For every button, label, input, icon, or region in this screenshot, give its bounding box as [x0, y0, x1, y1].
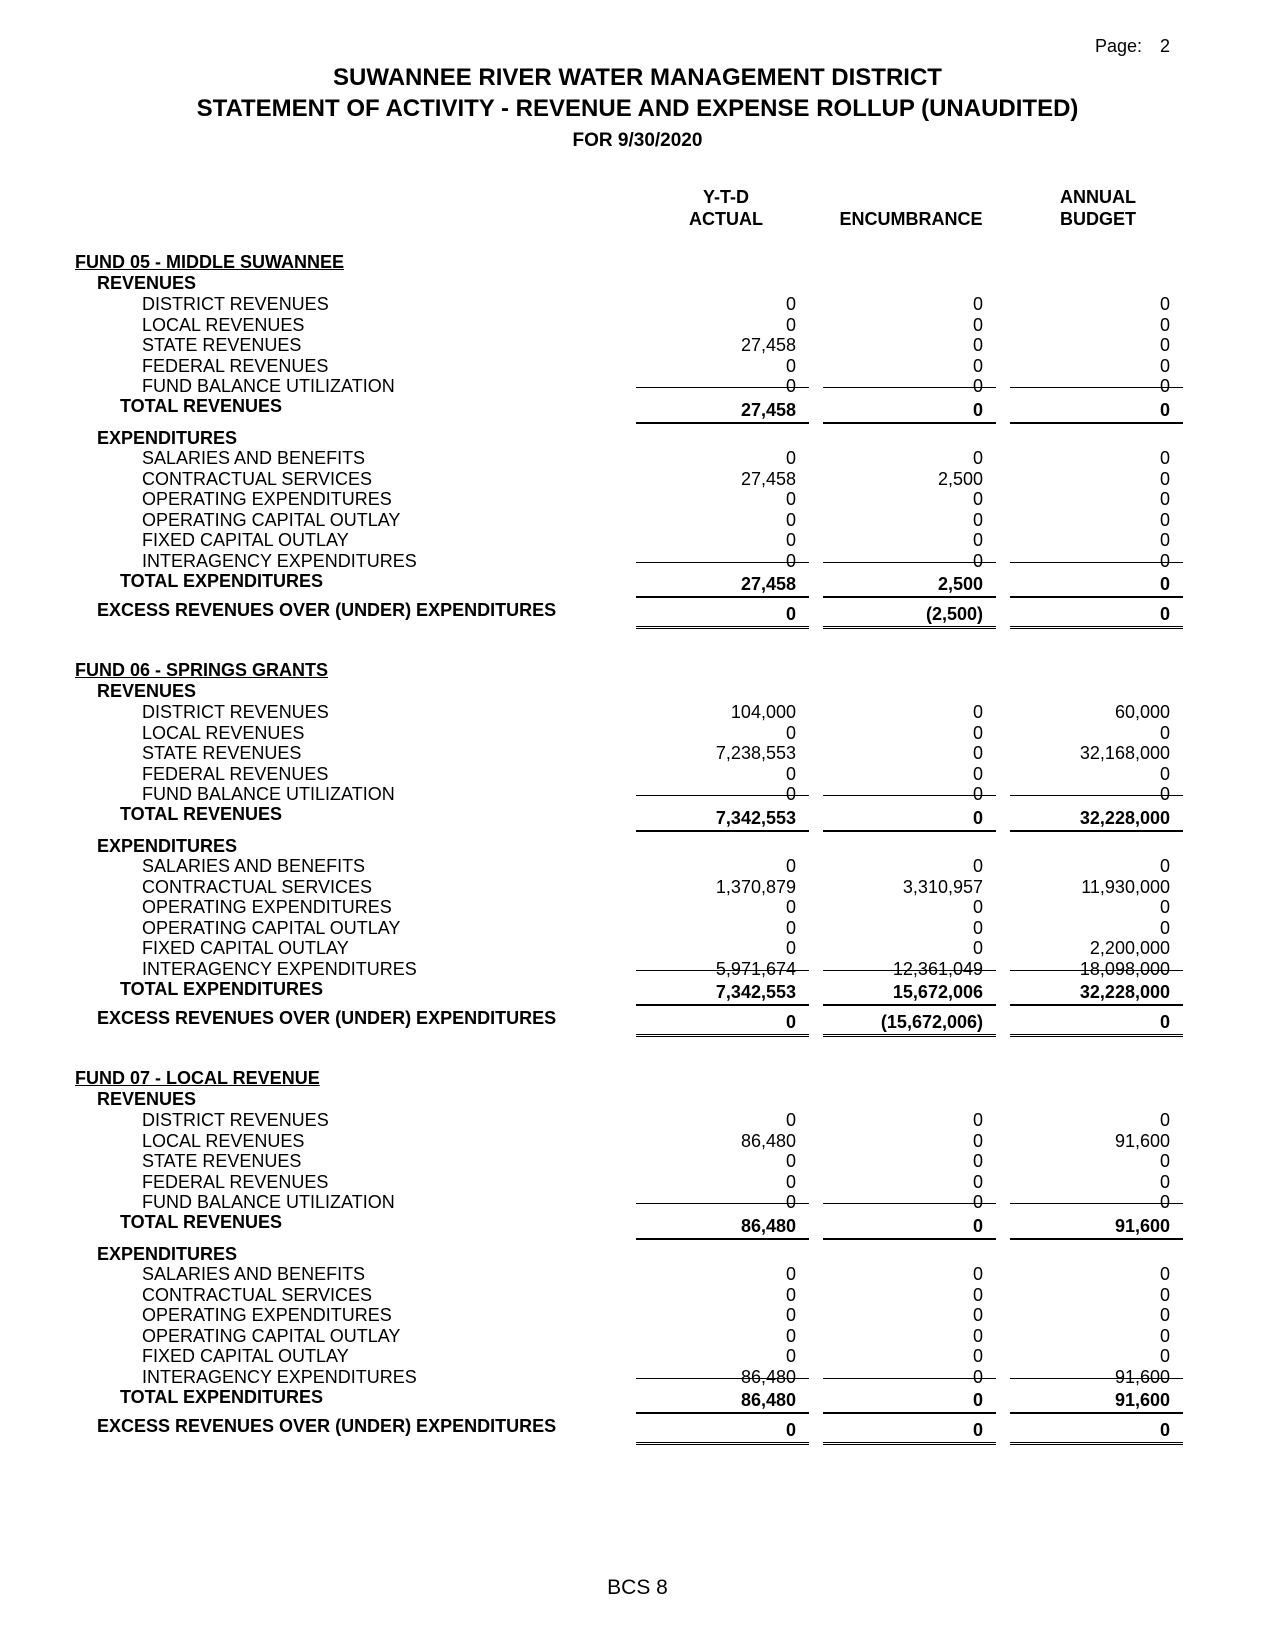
value-encumbrance: 0 — [972, 1171, 983, 1192]
value-annual-budget: 0 — [1159, 1264, 1170, 1284]
rule-line — [1010, 1203, 1183, 1204]
value-encumbrance: 0 — [972, 1130, 983, 1151]
value-encumbrance: 0 — [972, 897, 983, 918]
line-item-label: OPERATING EXPENDITURES — [142, 1305, 392, 1326]
rule-line — [636, 1004, 809, 1006]
line-item-label: INTERAGENCY EXPENDITURES — [142, 1367, 417, 1387]
excess-label: EXCESS REVENUES OVER (UNDER) EXPENDITURES — [97, 1008, 557, 1028]
value-ytd: 0 — [785, 376, 796, 397]
fund-title: FUND 06 - SPRINGS GRANTS — [75, 660, 329, 680]
rule-line — [823, 1412, 996, 1414]
line-item-label: DISTRICT REVENUES — [142, 294, 329, 314]
rule-line — [823, 1238, 996, 1240]
value-ytd: 0 — [785, 917, 796, 938]
value-ytd: 0 — [785, 1346, 796, 1367]
line-item-label: FIXED CAPITAL OUTLAY — [142, 530, 349, 551]
value-ytd: 0 — [785, 355, 796, 376]
value-ytd: 27,458 — [740, 468, 796, 489]
rule-line — [823, 626, 996, 632]
value-encumbrance: 0 — [972, 1367, 983, 1387]
column-header-encumbrance: ENCUMBRANCE — [839, 209, 983, 229]
value-annual-budget: 0 — [1159, 1171, 1170, 1192]
line-item-label: OPERATING CAPITAL OUTLAY — [142, 917, 401, 938]
rule-line — [636, 970, 809, 971]
value-encumbrance: 0 — [972, 1420, 983, 1440]
rule-line — [1010, 1442, 1183, 1448]
revenues-heading: REVENUES — [97, 681, 197, 701]
value-ytd: 0 — [785, 897, 796, 918]
expenditures-heading: EXPENDITURES — [97, 1244, 238, 1264]
line-item-label: FEDERAL REVENUES — [142, 355, 329, 376]
rule-line — [636, 1412, 809, 1414]
value-annual-budget: 0 — [1159, 856, 1170, 876]
value-encumbrance: 3,310,957 — [902, 876, 983, 897]
value-ytd: 86,480 — [740, 1367, 796, 1387]
value-annual-budget: 91,600 — [1114, 1216, 1170, 1236]
value-annual-budget: 0 — [1159, 448, 1170, 468]
rule-line — [823, 1004, 996, 1006]
value-encumbrance: 0 — [972, 400, 983, 420]
line-item-label: LOCAL REVENUES — [142, 314, 305, 335]
rule-line — [823, 830, 996, 832]
fund-section — [0, 660, 1275, 1064]
line-item-label: SALARIES AND BENEFITS — [142, 448, 366, 468]
line-item-label: FUND BALANCE UTILIZATION — [142, 1192, 395, 1213]
value-encumbrance: 2,500 — [937, 574, 983, 594]
rule-line — [636, 795, 809, 796]
value-ytd: 27,458 — [740, 400, 796, 420]
excess-label: EXCESS REVENUES OVER (UNDER) EXPENDITURES — [97, 600, 557, 620]
value-encumbrance: 0 — [972, 702, 983, 722]
revenues-heading: REVENUES — [97, 1089, 197, 1109]
value-annual-budget: 0 — [1159, 489, 1170, 510]
rule-line — [823, 387, 996, 388]
value-ytd: 0 — [785, 1171, 796, 1192]
value-ytd: 0 — [785, 1110, 796, 1130]
value-encumbrance: 0 — [972, 1325, 983, 1346]
line-item-label: FEDERAL REVENUES — [142, 763, 329, 784]
rule-line — [823, 562, 996, 563]
line-item-label: FUND BALANCE UTILIZATION — [142, 376, 395, 397]
total-expenditures-label: TOTAL EXPENDITURES — [120, 571, 324, 591]
value-ytd: 0 — [785, 489, 796, 510]
value-ytd: 0 — [785, 314, 796, 335]
value-annual-budget: 0 — [1159, 897, 1170, 918]
value-encumbrance: 0 — [972, 355, 983, 376]
line-item-label: INTERAGENCY EXPENDITURES — [142, 959, 417, 979]
value-encumbrance: 0 — [972, 314, 983, 335]
value-annual-budget: 18,098,000 — [1079, 959, 1170, 979]
value-annual-budget: 0 — [1159, 1325, 1170, 1346]
value-annual-budget: 2,200,000 — [1089, 938, 1170, 959]
value-ytd: 0 — [785, 856, 796, 876]
value-encumbrance: 0 — [972, 376, 983, 397]
total-revenues-label: TOTAL REVENUES — [120, 1212, 283, 1232]
value-annual-budget: 0 — [1159, 551, 1170, 571]
value-encumbrance: 0 — [972, 1151, 983, 1172]
fund-title: FUND 07 - LOCAL REVENUE — [75, 1068, 320, 1088]
rule-line — [636, 1378, 809, 1379]
value-encumbrance: 0 — [972, 448, 983, 468]
value-ytd: 0 — [785, 1012, 796, 1032]
value-ytd: 7,342,553 — [715, 808, 796, 828]
value-ytd: 0 — [785, 1325, 796, 1346]
line-item-label: INTERAGENCY EXPENDITURES — [142, 551, 417, 571]
page-value: 2 — [1159, 36, 1170, 56]
value-encumbrance: 0 — [972, 294, 983, 314]
report-date: FOR 9/30/2020 — [572, 130, 703, 151]
line-item-label: OPERATING CAPITAL OUTLAY — [142, 509, 401, 530]
value-ytd: 0 — [785, 1305, 796, 1326]
page-number — [1095, 36, 1170, 57]
excess-label: EXCESS REVENUES OVER (UNDER) EXPENDITURES — [97, 1416, 557, 1436]
value-encumbrance: 0 — [972, 722, 983, 743]
value-annual-budget: 0 — [1159, 1346, 1170, 1367]
value-ytd: 0 — [785, 448, 796, 468]
value-ytd: 27,458 — [740, 574, 796, 594]
rule-line — [1010, 1034, 1183, 1040]
value-ytd: 7,238,553 — [715, 743, 796, 764]
value-annual-budget: 0 — [1159, 917, 1170, 938]
value-annual-budget: 0 — [1159, 574, 1170, 594]
rule-line — [636, 1442, 809, 1448]
value-ytd: 0 — [785, 530, 796, 551]
line-item-label: DISTRICT REVENUES — [142, 1110, 329, 1130]
fund-title: FUND 05 - MIDDLE SUWANNEE — [75, 252, 345, 272]
value-encumbrance: (2,500) — [925, 604, 983, 624]
value-ytd: 0 — [785, 604, 796, 624]
value-ytd: 1,370,879 — [715, 876, 796, 897]
line-item-label: OPERATING EXPENDITURES — [142, 489, 392, 510]
rule-line — [823, 795, 996, 796]
rule-line — [1010, 1412, 1183, 1414]
value-annual-budget: 0 — [1159, 1420, 1170, 1440]
value-annual-budget: 0 — [1159, 468, 1170, 489]
line-item-label: OPERATING EXPENDITURES — [142, 897, 392, 918]
rule-line — [636, 596, 809, 598]
value-encumbrance: 0 — [972, 551, 983, 571]
value-annual-budget: 0 — [1159, 784, 1170, 805]
value-annual-budget: 11,930,000 — [1081, 876, 1170, 897]
value-annual-budget: 91,600 — [1114, 1130, 1170, 1151]
rule-line — [1010, 626, 1183, 632]
value-encumbrance: 0 — [972, 1192, 983, 1213]
rule-line — [1010, 387, 1183, 388]
value-ytd: 0 — [785, 551, 796, 571]
line-item-label: DISTRICT REVENUES — [142, 702, 329, 722]
value-ytd: 0 — [785, 1420, 796, 1440]
value-encumbrance: 0 — [972, 938, 983, 959]
value-annual-budget: 91,600 — [1114, 1390, 1170, 1410]
value-annual-budget: 0 — [1159, 604, 1170, 624]
line-item-label: FIXED CAPITAL OUTLAY — [142, 938, 349, 959]
rule-line — [636, 1203, 809, 1204]
rule-line — [823, 422, 996, 424]
total-revenues-label: TOTAL REVENUES — [120, 396, 283, 416]
value-annual-budget: 0 — [1159, 314, 1170, 335]
rule-line — [1010, 1378, 1183, 1379]
value-encumbrance: 12,361,049 — [892, 959, 983, 979]
rule-line — [1010, 1238, 1183, 1240]
value-encumbrance: 0 — [972, 1305, 983, 1326]
value-ytd: 0 — [785, 1151, 796, 1172]
value-encumbrance: 0 — [972, 917, 983, 938]
rule-line — [636, 1034, 809, 1040]
value-annual-budget: 32,168,000 — [1079, 743, 1170, 764]
line-item-label: STATE REVENUES — [142, 335, 302, 356]
line-item-label: OPERATING CAPITAL OUTLAY — [142, 1325, 401, 1346]
value-encumbrance: 15,672,006 — [892, 982, 983, 1002]
rule-line — [823, 1442, 996, 1448]
value-ytd: 5,971,674 — [715, 959, 796, 979]
value-ytd: 0 — [785, 1264, 796, 1284]
value-ytd: 0 — [785, 509, 796, 530]
value-ytd: 0 — [785, 722, 796, 743]
value-encumbrance: 0 — [972, 335, 983, 356]
rule-line — [636, 830, 809, 832]
revenues-heading: REVENUES — [97, 273, 197, 293]
line-item-label: FIXED CAPITAL OUTLAY — [142, 1346, 349, 1367]
value-ytd: 0 — [785, 763, 796, 784]
page-label: Page: — [1094, 36, 1142, 56]
value-annual-budget: 32,228,000 — [1079, 808, 1170, 828]
rule-line — [823, 1203, 996, 1204]
value-annual-budget: 0 — [1159, 1151, 1170, 1172]
value-ytd: 7,342,553 — [715, 982, 796, 1002]
value-annual-budget: 0 — [1159, 376, 1170, 397]
line-item-label: LOCAL REVENUES — [142, 722, 305, 743]
value-ytd: 0 — [785, 1192, 796, 1213]
report-title: SUWANNEE RIVER WATER MANAGEMENT DISTRICT — [333, 64, 942, 91]
total-revenues-label: TOTAL REVENUES — [120, 804, 283, 824]
line-item-label: FUND BALANCE UTILIZATION — [142, 784, 395, 805]
total-expenditures-label: TOTAL EXPENDITURES — [120, 979, 324, 999]
value-encumbrance: 0 — [972, 489, 983, 510]
total-expenditures-label: TOTAL EXPENDITURES — [120, 1387, 324, 1407]
rule-line — [823, 1378, 996, 1379]
rule-line — [1010, 596, 1183, 598]
value-ytd: 86,480 — [740, 1390, 796, 1410]
line-item-label: SALARIES AND BENEFITS — [142, 1264, 366, 1284]
value-encumbrance: 0 — [972, 784, 983, 805]
expenditures-heading: EXPENDITURES — [97, 836, 238, 856]
rule-line — [636, 422, 809, 424]
line-item-label: STATE REVENUES — [142, 743, 302, 764]
column-header-ytd: Y-T-D ACTUAL — [689, 187, 763, 229]
value-annual-budget: 0 — [1159, 400, 1170, 420]
rule-line — [1010, 1004, 1183, 1006]
page-footer: BCS 8 — [607, 1576, 668, 1599]
line-item-label: STATE REVENUES — [142, 1151, 302, 1172]
value-ytd: 104,000 — [730, 702, 796, 722]
value-encumbrance: 2,500 — [937, 468, 983, 489]
value-ytd: 86,480 — [740, 1130, 796, 1151]
rule-line — [823, 970, 996, 971]
value-encumbrance: 0 — [972, 763, 983, 784]
value-annual-budget: 0 — [1159, 1284, 1170, 1305]
value-annual-budget: 60,000 — [1114, 702, 1170, 722]
rule-line — [823, 596, 996, 598]
value-ytd: 27,458 — [740, 335, 796, 356]
rule-line — [636, 1238, 809, 1240]
line-item-label: LOCAL REVENUES — [142, 1130, 305, 1151]
value-annual-budget: 0 — [1159, 763, 1170, 784]
value-encumbrance: 0 — [972, 509, 983, 530]
rule-line — [1010, 562, 1183, 563]
value-annual-budget: 0 — [1159, 722, 1170, 743]
value-ytd: 86,480 — [740, 1216, 796, 1236]
value-annual-budget: 0 — [1159, 355, 1170, 376]
fund-section — [0, 252, 1275, 656]
value-encumbrance: 0 — [972, 856, 983, 876]
value-encumbrance: 0 — [972, 1110, 983, 1130]
value-annual-budget: 0 — [1159, 1192, 1170, 1213]
value-encumbrance: 0 — [972, 1284, 983, 1305]
value-ytd: 0 — [785, 1284, 796, 1305]
value-annual-budget: 91,600 — [1114, 1367, 1170, 1387]
value-annual-budget: 0 — [1159, 1305, 1170, 1326]
value-ytd: 0 — [785, 938, 796, 959]
value-encumbrance: 0 — [972, 1390, 983, 1410]
rule-line — [636, 387, 809, 388]
value-annual-budget: 32,228,000 — [1079, 982, 1170, 1002]
value-encumbrance: 0 — [972, 808, 983, 828]
rule-line — [1010, 970, 1183, 971]
value-encumbrance: 0 — [972, 1264, 983, 1284]
value-annual-budget: 0 — [1159, 530, 1170, 551]
value-encumbrance: (15,672,006) — [880, 1012, 983, 1032]
line-item-label: CONTRACTUAL SERVICES — [142, 468, 373, 489]
rule-line — [1010, 830, 1183, 832]
value-annual-budget: 0 — [1159, 1012, 1170, 1032]
line-item-label: FEDERAL REVENUES — [142, 1171, 329, 1192]
rule-line — [636, 562, 809, 563]
line-item-label: SALARIES AND BENEFITS — [142, 856, 366, 876]
rule-line — [636, 626, 809, 632]
report-subtitle: STATEMENT OF ACTIVITY - REVENUE AND EXPENSE ROLLUP (UNAUDITED) — [196, 95, 1079, 122]
value-encumbrance: 0 — [972, 530, 983, 551]
value-ytd: 0 — [785, 294, 796, 314]
value-ytd: 0 — [785, 784, 796, 805]
value-annual-budget: 0 — [1159, 294, 1170, 314]
fund-section — [0, 1068, 1275, 1472]
value-encumbrance: 0 — [972, 743, 983, 764]
value-annual-budget: 0 — [1159, 1110, 1170, 1130]
rule-line — [823, 1034, 996, 1040]
column-header-annual-budget: ANNUAL BUDGET — [1060, 187, 1136, 229]
expenditures-heading: EXPENDITURES — [97, 428, 238, 448]
value-encumbrance: 0 — [972, 1346, 983, 1367]
rule-line — [1010, 795, 1183, 796]
line-item-label: CONTRACTUAL SERVICES — [142, 876, 373, 897]
rule-line — [1010, 422, 1183, 424]
value-annual-budget: 0 — [1159, 335, 1170, 356]
value-encumbrance: 0 — [972, 1216, 983, 1236]
line-item-label: CONTRACTUAL SERVICES — [142, 1284, 373, 1305]
value-annual-budget: 0 — [1159, 509, 1170, 530]
